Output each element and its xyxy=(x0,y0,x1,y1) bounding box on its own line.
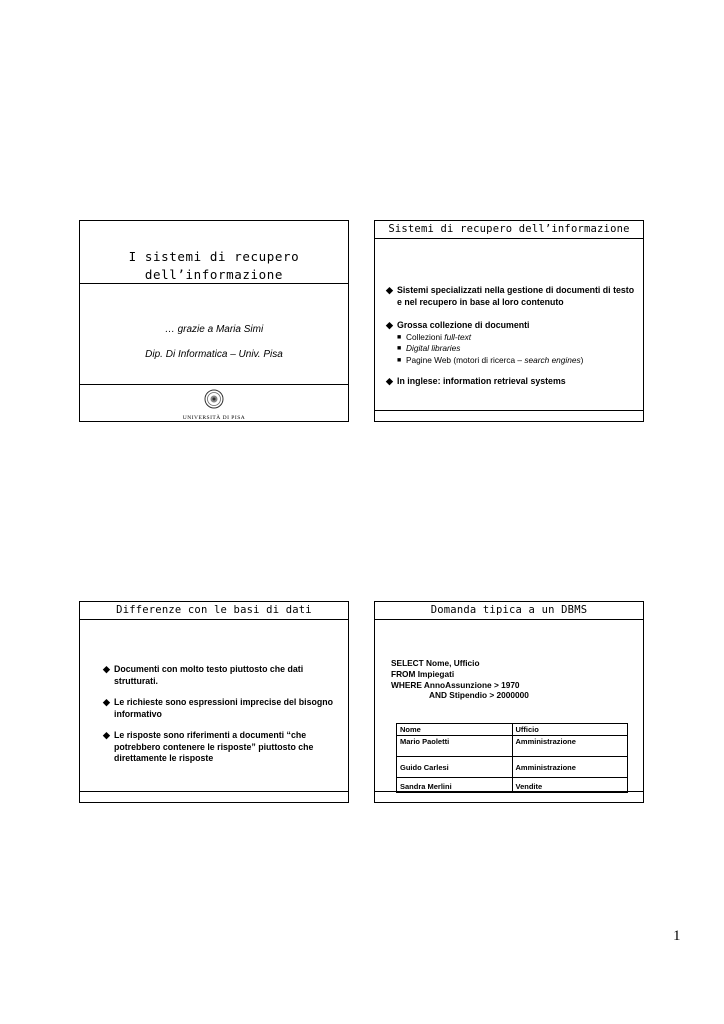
list-item: ◆ Le risposte sono riferimenti a documenti “che potrebbero contenere le risposte” piuttosto che direttamente le risposte xyxy=(103,730,314,763)
diamond-bullet-icon: ◆ xyxy=(386,285,393,295)
table-row xyxy=(397,757,628,778)
list-item: ◆ Le richieste sono espressioni imprecise del bisogno informativo xyxy=(103,697,334,719)
sub-list-item: ■ Pagine Web (motori di ricerca – search engines) xyxy=(397,354,584,365)
sub-list-item: ■ Collezioni full-text xyxy=(397,331,472,342)
column-header-name: Nome xyxy=(397,724,513,736)
square-bullet-icon: ■ xyxy=(397,345,402,352)
table-cell: Amministrazione xyxy=(512,757,628,778)
column-header-office: Ufficio xyxy=(512,724,628,736)
list-item: ◆ In inglese: information retrieval systems xyxy=(386,376,566,386)
slide-2 xyxy=(374,220,644,422)
list-item: ◆ Grossa collezione di documenti xyxy=(386,320,530,330)
table-cell: Mario Paoletti xyxy=(397,736,513,757)
bullet-list xyxy=(103,664,338,765)
slide-4 xyxy=(374,601,644,803)
university-seal-icon xyxy=(204,389,224,409)
department-text: Dip. Di Informatica – Univ. Pisa xyxy=(145,349,283,360)
table-row xyxy=(397,736,628,757)
square-bullet-icon: ■ xyxy=(397,333,402,341)
slide-4-title: Domanda tipica a un DBMS xyxy=(375,602,643,620)
slide-2-title: Sistemi di recupero dell’informazione xyxy=(375,221,643,239)
divider xyxy=(80,283,348,284)
logo-text: UNIVERSITÀ DI PISA xyxy=(182,415,246,421)
table-cell: Vendite xyxy=(512,778,628,793)
slide-1-title: I sistemi di recupero dell’informazione xyxy=(128,249,300,282)
slide-footer xyxy=(375,410,643,421)
result-table xyxy=(396,723,628,793)
page-number: 1 xyxy=(673,928,681,944)
table-header-row xyxy=(397,724,628,736)
list-item: ◆ Sistemi specializzati nella gestione di documenti di testo e nel recupero in base al loro contenuto xyxy=(386,285,635,307)
diamond-bullet-icon: ◆ xyxy=(103,697,110,707)
credit-text: … grazie a Maria Simi xyxy=(164,324,264,335)
diamond-bullet-icon: ◆ xyxy=(103,664,110,674)
slide-3 xyxy=(79,601,349,803)
sub-list-item: ■ Digital libraries xyxy=(397,343,461,353)
table-cell: Guido Carlesi xyxy=(397,757,513,778)
list-item: ◆ Documenti con molto testo piuttosto che dati strutturati. xyxy=(103,664,304,686)
slide-3-title: Differenze con le basi di dati xyxy=(80,602,348,620)
diamond-bullet-icon: ◆ xyxy=(103,730,110,740)
bullet-list xyxy=(386,285,636,388)
square-bullet-icon: ■ xyxy=(397,356,402,364)
diamond-bullet-icon: ◆ xyxy=(386,376,393,386)
slide-footer xyxy=(80,791,348,802)
divider xyxy=(80,384,348,385)
slide-1 xyxy=(79,220,349,422)
table-cell: Amministrazione xyxy=(512,736,628,757)
sql-query: SELECT Nome, Ufficio FROM Impiegati WHERE AnnoAssunzione > 1970 AND Stipendio > 2000000 xyxy=(391,658,529,701)
table-cell: Sandra Merlini xyxy=(397,778,513,793)
diamond-bullet-icon: ◆ xyxy=(386,320,393,330)
university-logo xyxy=(80,389,348,421)
slide-footer xyxy=(375,791,643,802)
